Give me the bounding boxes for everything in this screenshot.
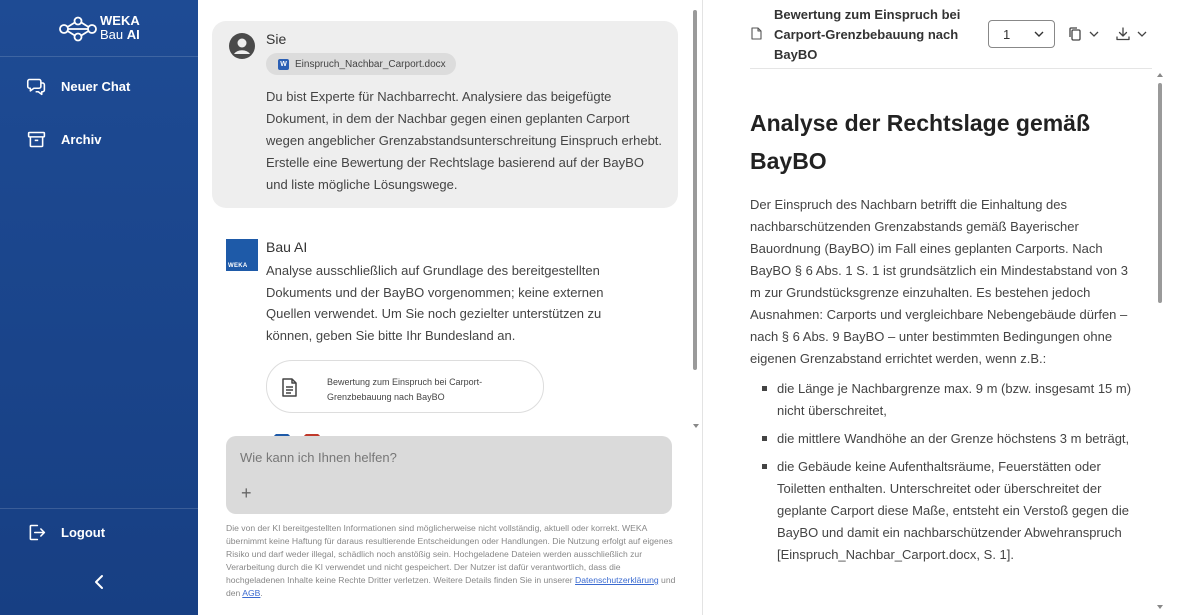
sidebar	[0, 0, 198, 615]
sidebar-divider-bottom	[0, 508, 198, 509]
disclaimer-text: Die von der KI bereitgestellten Informationen sind möglicherweise nicht vollständig, aktuell oder korrekt. WEKA übernimmt keine Haftung für daraus resultierende Entscheidungen oder Handlungen. Die Nutzung erfolgt auf eigenes Risiko und darf weder illegal, schädlich noch anstößig sein. Hochgeladene Dateien werden ausschließlich zur Verarbeitung durch die KI verwendet und nicht gespeichert. Der Nutzer ist dafür verantwortlich, dass die hochgeladenen Inhalte keine Rechte Dritter verletzen. Weitere Details finden Sie in unserer	[226, 523, 673, 585]
copy-icon	[1067, 26, 1083, 42]
generated-document-card[interactable]	[266, 360, 544, 413]
logout-label: Logout	[61, 525, 106, 540]
collapse-sidebar-icon[interactable]	[92, 574, 106, 590]
logo-text	[100, 14, 140, 42]
copy-chevron-down-icon	[1089, 31, 1099, 38]
word-file-icon: W	[278, 59, 289, 70]
document-content	[750, 104, 1142, 572]
disclaimer	[226, 522, 676, 600]
archive-box-icon	[26, 129, 47, 150]
download-chevron-down-icon	[1137, 31, 1147, 38]
chat-panel	[198, 0, 702, 615]
archive-label: Archiv	[61, 132, 102, 147]
page-select[interactable]	[988, 20, 1055, 48]
download-icon	[1115, 26, 1131, 42]
list-item: die Länge je Nachbargrenze max. 9 m (bzw. insgesamt 15 m) nicht überschreitet,	[750, 378, 1142, 422]
list-item: die Gebäude keine Aufenthaltsräume, Feuerstätten oder Toiletten enthalten. Unterschreitet oder überschreitet der geplante Carport diese Maße, entsteht ein Verstoß gegen die BayBO und damit ein nachbarschützender Abwehranspruch [Einspruch_Nachbar_Carport.docx, S. 1].	[750, 456, 1142, 566]
user-message	[212, 21, 678, 208]
logout-icon	[26, 522, 47, 543]
privacy-link[interactable]: Datenschutzerklärung	[575, 575, 659, 585]
chat-scrollbar[interactable]	[693, 10, 697, 370]
document-header-icon	[751, 27, 762, 40]
bau-ai-avatar	[226, 239, 258, 271]
document-panel	[703, 0, 1200, 615]
disclaimer-end: .	[260, 588, 263, 598]
document-card-title: Bewertung zum Einspruch bei Carport-Grenzbebauung nach BayBO	[327, 377, 483, 402]
logo-product-prefix: Bau	[100, 27, 124, 42]
document-paragraph: Der Einspruch des Nachbarn betrifft die Einhaltung des nachbarschützenden Grenzabstands gemäß Bayerischer Bauordnung (BayBO) im Fall eines geplanten Carports. Nach BayBO § 6 Abs. 1 S. 1 ist grundsätzlich ein Mindestabstand von 3 m zur Grundstücksgrenze einzuhalten. Es bestehen jedoch Ausnahmen: Carports und vergleichbare Nebengebäude dürfen – nach § 6 Abs. 9 BayBO – unter bestimmten Bedingungen ohne eigenen Grenzabstand errichtet werden, wenn z.B.:	[750, 197, 1128, 366]
message-input-placeholder: Wie kann ich Ihnen helfen?	[240, 450, 397, 465]
new-chat-label: Neuer Chat	[61, 79, 131, 94]
bau-ai-avatar-label: WEKA	[228, 263, 248, 269]
download-button[interactable]	[1115, 25, 1147, 43]
document-scrollbar[interactable]	[1158, 83, 1162, 303]
add-attachment-button[interactable]: +	[241, 483, 252, 503]
archive-button[interactable]	[26, 129, 101, 150]
network-logo-icon	[58, 15, 98, 45]
document-icon	[281, 378, 298, 397]
message-input[interactable]	[226, 436, 672, 514]
page-select-value: 1	[1003, 27, 1011, 42]
logo-product-suffix: AI	[126, 27, 140, 42]
attachment-chip[interactable]	[266, 53, 456, 75]
weka-logo[interactable]	[58, 12, 148, 48]
ai-sender-name: Bau AI	[266, 239, 308, 255]
copy-button[interactable]	[1067, 25, 1099, 43]
terms-link[interactable]: AGB	[242, 588, 261, 598]
chat-bubbles-icon	[26, 76, 47, 97]
chat-scroll-down-arrow[interactable]	[693, 424, 699, 428]
user-message-text: Du bist Experte für Nachbarrecht. Analysiere das beigefügte Dokument, in dem der Nachbar gegen einen geplanten Carport wegen angeblicher Grenzabstandsunterschreitung Einspruch erhebt. Erstelle eine Bewertung der Rechtslage basierend auf der BayBO und liste mögliche Lösungswege.	[266, 89, 663, 192]
list-item: die mittlere Wandhöhe an der Grenze höchstens 3 m beträgt,	[750, 428, 1142, 450]
ai-message-text: Analyse ausschließlich auf Grundlage des bereitgestellten Dokuments und der BayBO vorgenommen; keine externen Quellen verwendet. Um Sie noch gezielter unterstützen zu können, geben Sie bitte Ihr Bundesland an.	[266, 263, 604, 343]
doc-scroll-up-arrow[interactable]	[1157, 73, 1163, 77]
document-heading: Analyse der Rechtslage gemäß BayBO	[750, 110, 1091, 174]
disclaimer-and: und den	[226, 575, 676, 598]
logo-product	[100, 28, 140, 42]
attachment-name: Einspruch_Nachbar_Carport.docx	[295, 58, 446, 70]
user-avatar-icon	[228, 32, 256, 60]
new-chat-button[interactable]	[26, 76, 130, 97]
user-sender-name: Sie	[266, 31, 287, 47]
logo-brand: WEKA	[100, 13, 140, 28]
chevron-down-icon	[1034, 31, 1044, 38]
doc-scroll-down-arrow[interactable]	[1157, 605, 1163, 609]
document-header-divider	[750, 68, 1152, 69]
sidebar-divider-top	[0, 56, 198, 57]
document-bullet-list	[750, 378, 1142, 566]
document-header-title: Bewertung zum Einspruch bei Carport-Grenzbebauung nach BayBO	[774, 7, 961, 62]
logout-button[interactable]	[26, 522, 105, 543]
